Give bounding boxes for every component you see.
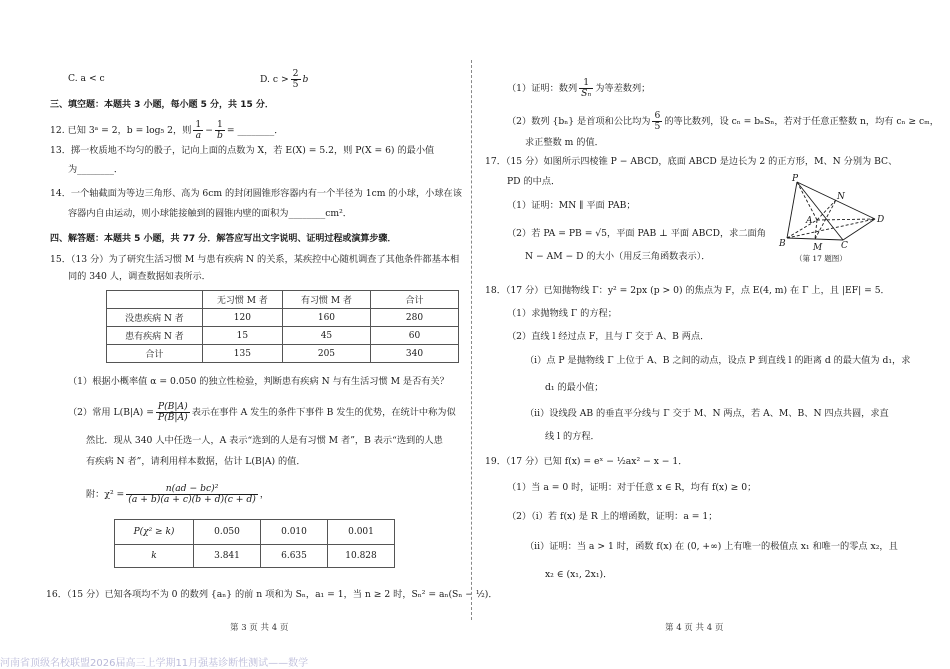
segment-AN [817,200,836,220]
question-19-part2ii-line2: x₂ ∈ (x₁, 2x₁)． [545,569,613,580]
table-cell: 60 [370,327,458,345]
table-cell: 0.001 [328,520,395,545]
question-16-part2-line1: （2）数列 {bₙ} 是首项和公比均为 $\frac{6}{5}$ 的等比数列，设 cₙ = bₙSₙ，若对于任意正整数 n，均有 cₙ ≥ cₘ， [507,110,939,132]
table-header: 有习惯 M 者 [282,291,370,309]
question-16-part1: （1）证明：数列 $\frac{1}{\text{Sₙ}}$ 为等差数列； [507,77,651,99]
question-18-part2: （2）直线 l 经过点 F，且与 Γ 交于 A、B 两点． [507,331,710,342]
question-17-part2-line2: N − AM − D 的大小（用反三角函数表示）． [525,251,711,262]
table-row [107,327,459,345]
table-cell: k [115,545,194,568]
question-16-part2-line2: 求正整数 m 的值． [525,137,604,148]
question-15-line2: 同的 340 人，调查数据如表所示． [68,271,211,282]
question-14-line1: 14．一个轴截面为等边三角形、高为 6cm 的封闭圆锥形容器内有一个半径为 1cm 的小球，小球在该 [50,188,462,199]
table-cell: P(χ² ≥ k) [115,520,194,545]
table-row [107,345,459,363]
page-number-left: 第 3 页 共 4 页 [230,623,289,633]
question-17-part2-line1: （2）若 PA = PB = √5，平面 PAB ⊥ 平面 ABCD，求二面角 [507,228,766,239]
table-cell: 合计 [107,345,203,363]
label-M: M [813,243,823,253]
question-19-part1: （1）当 a = 0 时，证明：对于任意 x ∈ R，均有 f(x) ≥ 0； [507,482,757,493]
segment-AM [815,220,817,239]
label-B: B [779,239,786,249]
question-15-line1: 15．（13 分）为了研究生活习惯 M 与患有疾病 N 的关系，某疾控中心随机调查了其他条件都基本相 [50,254,460,265]
question-14-line2: 容器内自由运动，则小球能接触到的圆锥内壁的面积为________cm²． [68,208,352,219]
question-18-part2ii-line1: （ii）设线段 AB 的垂直平分线与 Γ 交于 M、N 两点，若 A、M、B、N 四点共圆，求直 [525,408,889,419]
question-15-part2-line3: 有疾病 N 者”，请利用样本数据，估计 L(B|A) 的值． [86,456,306,467]
question-16-line1: 16．（15 分）已知各项均不为 0 的数列 {aₙ} 的前 n 项和为 Sₙ，a₁ = 1，当 n ≥ 2 时，Sₙ² = aₙ(Sₙ − ½)． [46,589,498,600]
pyramid-figure [775,172,905,264]
question-19-part2i: （2）（i）若 f(x) 是 R 上的增函数，证明：a = 1； [507,511,718,522]
label-N: N [837,192,845,202]
question-17-line1: 17．（15 分）如图所示四棱锥 P − ABCD，底面 ABCD 是边长为 2 的正方形，M、N 分别为 BC、 [485,156,898,167]
table-row [107,309,459,327]
question-15-part2-line2: 然比．现从 340 人中任选一人，A 表示“选到的人是有习惯 M 者”，B 表示“选到的人患 [86,435,443,446]
table-cell: 120 [202,309,282,327]
table-header: 无习惯 M 者 [202,291,282,309]
edge-BA [787,220,817,238]
edge-PA [797,182,817,220]
table-header [107,291,203,309]
question-19-part2ii-line1: （ii）证明：当 a > 1 时，函数 f(x) 在 (0, +∞) 上有唯一的极值点 x₁ 和唯一的零点 x₂，且 [525,541,898,552]
table-cell: 205 [282,345,370,363]
option-c: C. a < c [68,73,105,84]
question-19-line1: 19．（17 分）已知 f(x) = eˣ − ½ax² − x − 1． [485,456,688,467]
page-number-right: 第 4 页 共 4 页 [665,623,724,633]
appendix-formula: 附：χ² = $\frac{\text{n(ad − bc)²}}{(a + b)(a + c)(b + d)(c + d)}$ ， [86,483,270,505]
table-row [115,545,395,568]
table-header: 合计 [370,291,458,309]
edge-PB [787,182,797,238]
question-15-part2-line1: （2）常用 L(B|A) = $\frac{P(B|A)}{P(B̄|A)}$ 表示在事件 A 发生的条件下事件 B 发生的优势，在统计中称为似 [68,401,456,423]
question-18-part1: （1）求抛物线 Γ 的方程； [507,308,617,319]
table-cell: 280 [370,309,458,327]
watermark-text: 河南省顶级名校联盟2026届高三上学期11月强基诊断性测试——数学 [0,658,309,669]
label-D: D [877,215,885,225]
question-15-part1: （1）根据小概率值 α = 0.050 的独立性检验，判断患有疾病 N 与有生活习惯 M 是否有关？ [68,376,449,387]
column-divider [471,60,472,620]
option-d: D. c > $\frac{2}{5}$ b [260,68,309,90]
table-cell: 没患疾病 N 者 [107,309,203,327]
question-18-part2ii-line2: 线 l 的方程． [545,431,600,442]
question-13-line2: 为________． [68,164,124,175]
table-cell: 0.010 [261,520,328,545]
table-cell: 10.828 [328,545,395,568]
segment-BD [787,219,875,238]
table-cell: 340 [370,345,458,363]
question-17-line2: PD 的中点． [507,176,561,187]
question-18-part2i-line2: d₁ 的最小值； [545,382,604,393]
survey-table [106,290,459,363]
edge-CD [843,219,875,240]
right-column [485,0,939,633]
table-cell: 15 [202,327,282,345]
table-row [115,520,395,545]
table-header-row [107,291,459,309]
critical-value-table [114,519,395,568]
section-4-title: 四、解答题：本题共 5 小题，共 77 分．解答应写出文字说明、证明过程或演算步骤． [50,234,397,244]
table-cell: 0.050 [194,520,261,545]
edge-PC [797,182,843,240]
question-13-line1: 13．掷一枚质地不均匀的骰子，记向上面的点数为 X，若 E(X) = 5.2，则 P(X = 6) 的最小值 [50,145,435,156]
question-12: 12. 已知 3ᵃ = 2，b = log₅ 2，则 $\frac{1}{a}$ − $\frac{1}{b}$ = ________． [50,119,284,141]
table-cell: 160 [282,309,370,327]
table-cell: 45 [282,327,370,345]
label-A: A [806,216,813,226]
question-17-part1: （1）证明：MN ∥ 平面 PAB； [507,200,636,211]
question-18-line1: 18．（17 分）已知抛物线 Γ：y² = 2px (p > 0) 的焦点为 F，点 E(4, m) 在 Γ 上，且 |EF| = 5． [485,285,890,296]
section-3-title: 三、填空题：本题共 3 小题，每小题 5 分，共 15 分． [50,100,274,110]
label-C: C [841,241,848,251]
table-cell: 3.841 [194,545,261,568]
table-cell: 患有疾病 N 者 [107,327,203,345]
question-18-part2i-line1: （i）点 P 是抛物线 Γ 上位于 A、B 之间的动点，设点 P 到直线 l 的距离 d 的最大值为 d₁，求 [525,355,911,366]
figure-caption: （第 17 题图） [795,254,847,263]
table-cell: 6.635 [261,545,328,568]
left-column [44,0,498,633]
table-cell: 135 [202,345,282,363]
label-P: P [792,174,799,184]
